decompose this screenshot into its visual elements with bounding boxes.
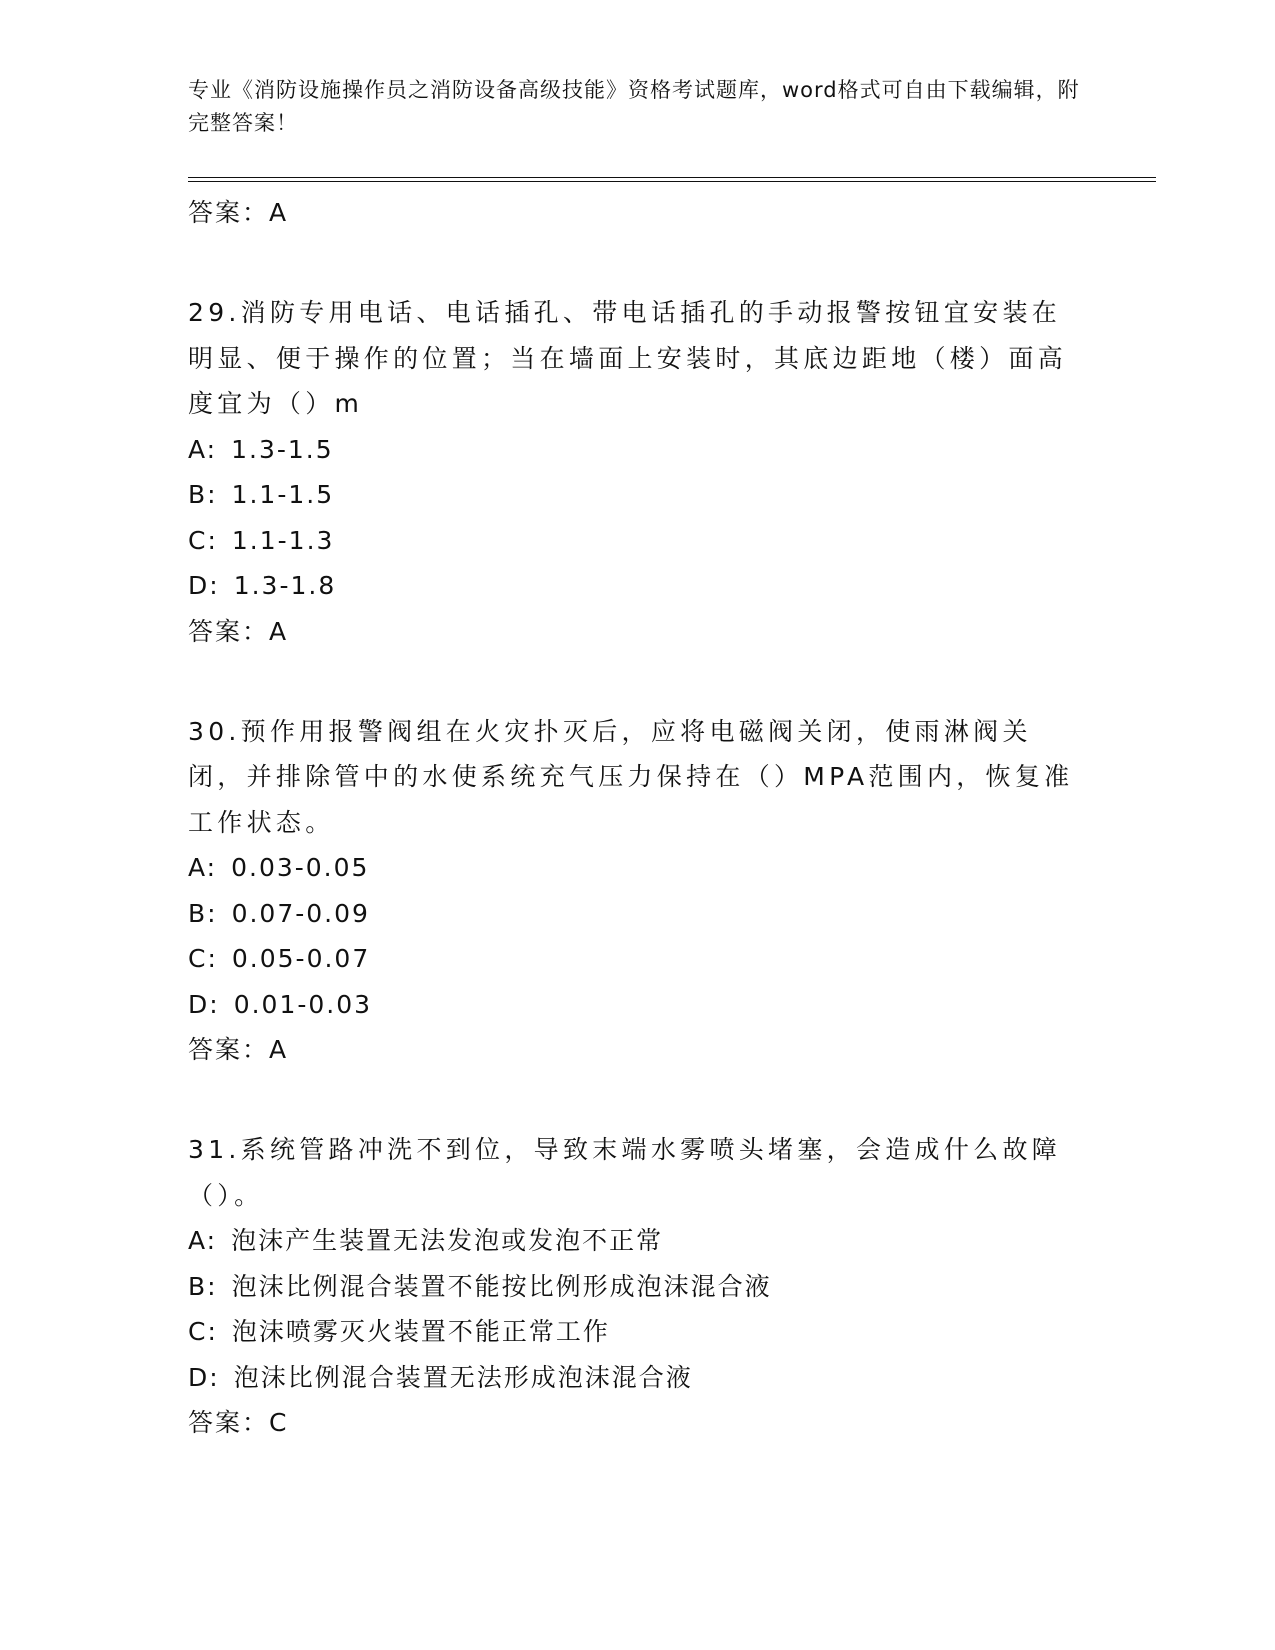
option-label: C:	[188, 1317, 218, 1346]
option-text: 1.1-1.5	[231, 480, 335, 509]
answer-line	[188, 1027, 1088, 1072]
option-text: 1.1-1.3	[231, 525, 335, 555]
option-label: B:	[188, 1271, 218, 1301]
answer-line	[188, 609, 1088, 654]
option-a	[188, 427, 1088, 473]
option-label: A:	[188, 1226, 218, 1255]
page-header-text: 专业《消防设施操作员之消防设备高级技能》资格考试题库，word格式可自由下载编辑，附完整答案！	[188, 78, 1080, 135]
option-d	[188, 982, 1088, 1028]
question-stem: 29.消防专用电话、电话插孔、带电话插孔的手动报警按钮宜安装在明显、便于操作的位置；当在墙面上安装时，其底边距地（楼）面高度宜为（）m	[188, 298, 1068, 418]
answer-value: A	[269, 616, 289, 646]
option-label: B:	[188, 480, 218, 509]
question-30	[188, 709, 1088, 1073]
option-text: 0.03-0.05	[231, 853, 370, 882]
answer-value: A	[269, 1035, 289, 1064]
spacer	[188, 654, 1088, 709]
option-text: 泡沫产生装置无法发泡或发泡不正常	[231, 1226, 664, 1255]
option-text: 1.3-1.5	[231, 434, 334, 464]
question-31	[188, 1127, 1088, 1445]
option-text: 泡沫比例混合装置不能按比例形成泡沫混合液	[231, 1271, 772, 1301]
option-c	[188, 518, 1088, 564]
answer-prefix: 答案：	[188, 198, 270, 227]
option-text: 泡沫喷雾灭火装置不能正常工作	[231, 1317, 610, 1346]
option-text: 0.01-0.03	[233, 989, 373, 1019]
question-stem: 31.系统管路冲洗不到位，导致末端水雾喷头堵塞，会造成什么故障（）。	[188, 1135, 1062, 1210]
option-d	[188, 1355, 1088, 1401]
option-c	[188, 936, 1088, 982]
option-label: D:	[188, 1362, 220, 1392]
answer-line	[188, 190, 1088, 235]
option-text: 0.07-0.09	[231, 898, 370, 928]
spacer	[188, 1072, 1088, 1127]
option-label: D:	[188, 571, 220, 600]
answer-value: A	[269, 198, 289, 227]
option-label: A:	[188, 434, 218, 464]
option-b	[188, 1264, 1088, 1310]
answer-prefix: 答案：	[188, 616, 270, 646]
option-a	[188, 1218, 1088, 1264]
option-label: D:	[188, 989, 220, 1019]
question-29	[188, 290, 1088, 654]
option-c	[188, 1309, 1088, 1355]
option-d	[188, 563, 1088, 609]
answer-line	[188, 1400, 1088, 1445]
spacer	[188, 235, 1088, 290]
option-label: A:	[188, 853, 218, 882]
option-b	[188, 891, 1088, 937]
answer-value: C	[269, 1408, 289, 1437]
option-text: 泡沫比例混合装置无法形成泡沫混合液	[233, 1362, 693, 1392]
answer-prefix: 答案：	[188, 1408, 270, 1437]
question-list	[188, 190, 1088, 1445]
option-text: 1.3-1.8	[233, 571, 337, 600]
option-label: C:	[188, 525, 218, 555]
option-b	[188, 472, 1088, 518]
option-label: B:	[188, 898, 218, 928]
answer-prefix: 答案：	[188, 1035, 270, 1064]
option-a	[188, 845, 1088, 891]
header-divider	[188, 177, 1156, 182]
option-text: 0.05-0.07	[231, 944, 371, 973]
question-stem: 30.预作用报警阀组在火灾扑灭后，应将电磁阀关闭，使雨淋阀关闭，并排除管中的水使系统充气压力保持在（）MPA范围内，恢复准工作状态。	[188, 716, 1074, 837]
option-label: C:	[188, 944, 218, 973]
